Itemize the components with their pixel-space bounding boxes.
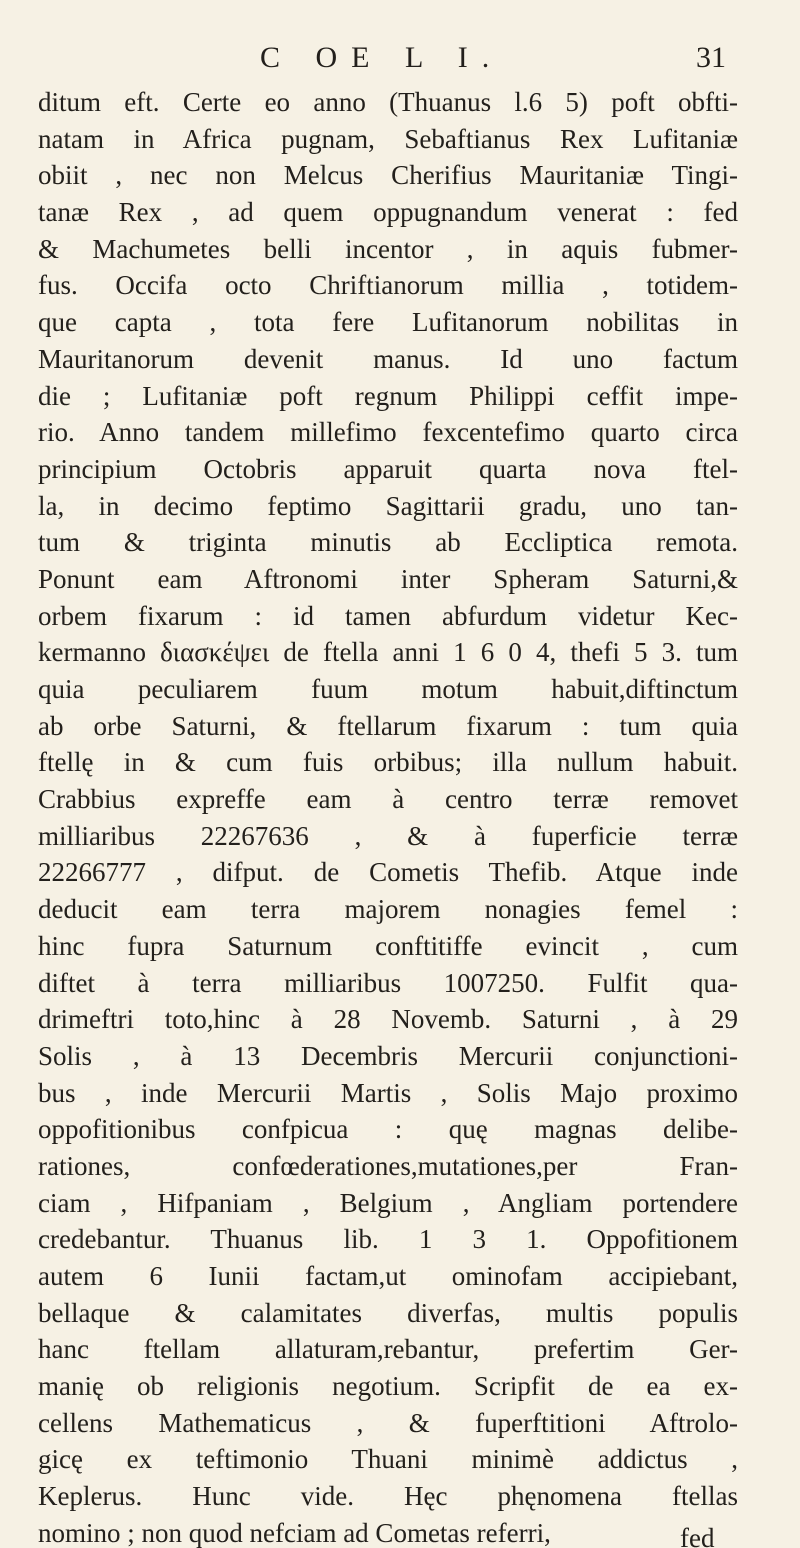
text-line: credebantur. Thuanus lib. 1 3 1. Oppofitionem (38, 1224, 738, 1255)
text-line: tanæ Rex , ad quem oppugnandum venerat : fed (38, 197, 738, 228)
text-line: milliaribus 22267636 , & à fuperficie terræ (38, 820, 738, 851)
catchword: fed (680, 1523, 715, 1548)
text-line: bus , inde Mercurii Martis , Solis Majo proximo (38, 1077, 738, 1108)
text-line: cellens Mathematicus , & fuperftitioni Aftrolo- (38, 1407, 738, 1438)
text-line: hanc ftellam allaturam,rebantur, prefertim Ger- (38, 1334, 738, 1365)
text-line: Solis , à 13 Decembris Mercurii conjunctioni- (38, 1040, 738, 1071)
text-line: hinc fupra Saturnum conftitiffe evincit , cum (38, 930, 738, 961)
text-line: tum & triginta minutis ab Eccliptica remota. (38, 527, 738, 558)
text-line: 22266777 , difput. de Cometis Thefib. Atque inde (38, 857, 738, 888)
text-line: kermanno διασκέψει de ftella anni 1 6 0 4, thefi 5 3. tum (38, 637, 738, 668)
text-line: que capta , tota fere Lufitanorum nobilitas in (38, 307, 738, 338)
text-line: autem 6 Iunii factam,ut ominofam accipiebant, (38, 1261, 738, 1291)
text-line: ab orbe Saturni, & ftellarum fixarum : tum quia (38, 710, 738, 741)
text-line: rio. Anno tandem millefimo fexcentefimo quarto circa (38, 417, 738, 448)
text-line: obiit , nec non Melcus Cherifius Mauritaniæ Tingi- (38, 160, 738, 191)
text-line: Crabbius expreffe eam à centro terræ removet (38, 784, 738, 815)
text-line: bellaque & calamitates diverfas, multis populis (38, 1297, 738, 1328)
text-line: gicę ex teftimonio Thuani minimè addictus , (38, 1444, 738, 1475)
text-line: deducit eam terra majorem nonagies femel : (38, 894, 738, 925)
text-line: drimeftri toto,hinc à 28 Novemb. Saturni , à 29 (38, 1004, 738, 1035)
text-line: ciam , Hifpaniam , Belgium , Angliam portendere (38, 1187, 738, 1218)
text-line: principium Octobris apparuit quarta nova ftel- (38, 453, 738, 484)
running-head (0, 38, 800, 78)
text-line: ditum eft. Certe eo anno (Thuanus l.6 5) poft obfti- (38, 87, 738, 117)
body-text (38, 84, 738, 1548)
text-line: & Machumetes belli incentor , in aquis fubmer- (38, 233, 738, 264)
text-line: orbem fixarum : id tamen abfurdum videtur Kec- (38, 600, 738, 631)
text-line: fus. Occifa octo Chriftianorum millia , totidem- (38, 270, 738, 301)
text-line: die ; Lufitaniæ poft regnum Philippi ceffit impe- (38, 380, 738, 411)
text-line: Keplerus. Hunc vide. Hęc phęnomena ftellas (38, 1481, 738, 1512)
text-line: Mauritanorum devenit manus. Id uno factum (38, 343, 738, 374)
text-line: oppofitionibus confpicua : quę magnas delibe- (38, 1114, 738, 1145)
running-head-title: C OE L I. (260, 41, 504, 74)
text-line: rationes, confœderationes,mutationes,per Fran- (38, 1150, 738, 1181)
text-line: Ponunt eam Aftronomi inter Spheram Saturni,& (38, 563, 738, 594)
text-line: natam in Africa pugnam, Sebaftianus Rex Lufitaniæ (38, 123, 738, 154)
text-line: nomino ; non quod nefciam ad Cometas referri, (38, 1517, 551, 1548)
text-line: ftellę in & cum fuis orbibus; illa nullum habuit. (38, 747, 738, 778)
text-line: diftet à terra milliaribus 1007250. Fulfit qua- (38, 967, 738, 998)
text-line: quia peculiarem fuum motum habuit,diftinctum (38, 674, 738, 704)
text-line: manię ob religionis negotium. Scripfit de ea ex- (38, 1371, 738, 1402)
page-number: 31 (696, 41, 726, 74)
text-line: la, in decimo feptimo Sagittarii gradu, uno tan- (38, 490, 738, 521)
